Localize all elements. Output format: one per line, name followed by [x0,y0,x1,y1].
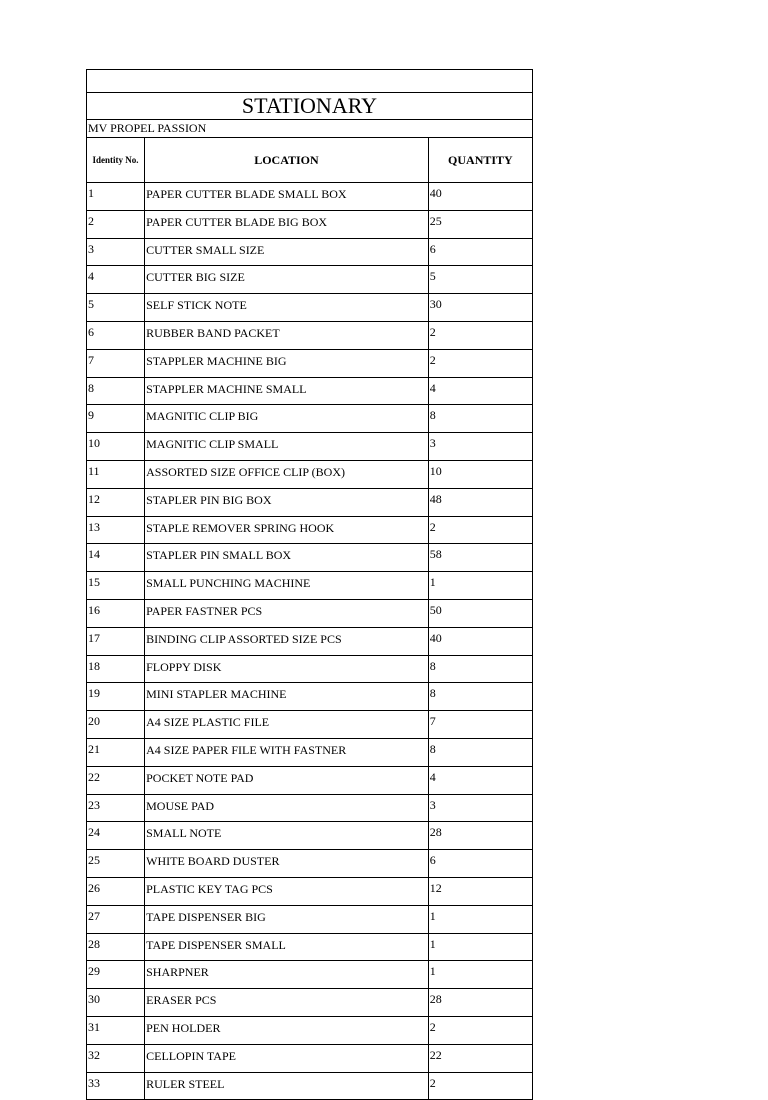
quantity-cell: 7 [428,711,532,739]
table-row [87,627,533,655]
quantity-cell: 58 [428,544,532,572]
identity-no-cell: 8 [87,377,145,405]
quantity-cell: 5 [428,266,532,294]
table-row [87,794,533,822]
quantity-cell: 2 [428,516,532,544]
quantity-cell: 28 [428,989,532,1017]
table-row [87,711,533,739]
table-row [87,822,533,850]
location-cell: POCKET NOTE PAD [145,766,429,794]
table-row [87,1044,533,1072]
location-cell: PLASTIC KEY TAG PCS [145,877,429,905]
quantity-cell: 10 [428,460,532,488]
location-cell: WHITE BOARD DUSTER [145,850,429,878]
table-row [87,321,533,349]
identity-no-cell: 6 [87,321,145,349]
quantity-cell: 2 [428,1072,532,1100]
table-row [87,599,533,627]
identity-no-cell: 18 [87,655,145,683]
location-cell: ASSORTED SIZE OFFICE CLIP (BOX) [145,460,429,488]
quantity-cell: 3 [428,794,532,822]
identity-no-cell: 21 [87,738,145,766]
table-row [87,516,533,544]
identity-no-cell: 3 [87,238,145,266]
table-row [87,377,533,405]
inventory-table-body [87,70,533,1100]
identity-no-cell: 5 [87,294,145,322]
identity-no-header: Identity No. [87,138,145,183]
table-row [87,238,533,266]
quantity-cell: 30 [428,294,532,322]
table-row [87,460,533,488]
location-cell: SMALL PUNCHING MACHINE [145,572,429,600]
table-row [87,738,533,766]
quantity-cell: 48 [428,488,532,516]
identity-no-cell: 7 [87,349,145,377]
table-row [87,210,533,238]
quantity-cell: 1 [428,961,532,989]
quantity-cell: 12 [428,877,532,905]
vessel-name: MV PROPEL PASSION [87,120,533,138]
identity-no-cell: 2 [87,210,145,238]
location-cell: STAPLER PIN SMALL BOX [145,544,429,572]
location-cell: STAPLER PIN BIG BOX [145,488,429,516]
table-row [87,349,533,377]
quantity-cell: 25 [428,210,532,238]
blank-cell [87,70,533,93]
table-row [87,544,533,572]
location-cell: SMALL NOTE [145,822,429,850]
vessel-row [87,120,533,138]
location-cell: ERASER PCS [145,989,429,1017]
quantity-cell: 8 [428,655,532,683]
location-cell: MINI STAPLER MACHINE [145,683,429,711]
identity-no-cell: 20 [87,711,145,739]
identity-no-cell: 11 [87,460,145,488]
location-cell: CELLOPIN TAPE [145,1044,429,1072]
quantity-cell: 8 [428,683,532,711]
identity-no-cell: 15 [87,572,145,600]
identity-no-cell: 24 [87,822,145,850]
quantity-cell: 22 [428,1044,532,1072]
quantity-cell: 4 [428,377,532,405]
quantity-header: QUANTITY [428,138,532,183]
quantity-cell: 8 [428,405,532,433]
identity-no-cell: 1 [87,183,145,211]
quantity-cell: 1 [428,933,532,961]
identity-no-cell: 17 [87,627,145,655]
identity-no-cell: 16 [87,599,145,627]
identity-no-cell: 33 [87,1072,145,1100]
title-row [87,93,533,120]
identity-no-cell: 10 [87,433,145,461]
location-cell: RUBBER BAND PACKET [145,321,429,349]
table-row [87,905,533,933]
location-cell: SHARPNER [145,961,429,989]
identity-no-cell: 12 [87,488,145,516]
quantity-cell: 50 [428,599,532,627]
location-cell: MAGNITIC CLIP BIG [145,405,429,433]
table-row [87,488,533,516]
table-row [87,1072,533,1100]
location-cell: TAPE DISPENSER BIG [145,905,429,933]
quantity-cell: 2 [428,1016,532,1044]
location-cell: STAPPLER MACHINE BIG [145,349,429,377]
table-row [87,266,533,294]
inventory-table [86,69,533,1100]
location-cell: STAPLE REMOVER SPRING HOOK [145,516,429,544]
identity-no-cell: 9 [87,405,145,433]
location-cell: TAPE DISPENSER SMALL [145,933,429,961]
quantity-cell: 40 [428,627,532,655]
location-cell: MAGNITIC CLIP SMALL [145,433,429,461]
location-cell: STAPPLER MACHINE SMALL [145,377,429,405]
identity-no-cell: 19 [87,683,145,711]
location-cell: CUTTER SMALL SIZE [145,238,429,266]
sheet-title: STATIONARY [87,93,533,120]
table-row [87,655,533,683]
identity-no-cell: 29 [87,961,145,989]
blank-row [87,70,533,93]
identity-no-cell: 26 [87,877,145,905]
table-row [87,405,533,433]
location-cell: MOUSE PAD [145,794,429,822]
table-row [87,766,533,794]
quantity-cell: 2 [428,349,532,377]
identity-no-cell: 30 [87,989,145,1017]
location-header: LOCATION [145,138,429,183]
location-cell: PAPER CUTTER BLADE SMALL BOX [145,183,429,211]
stationary-sheet [86,69,533,1100]
table-row [87,294,533,322]
identity-no-cell: 31 [87,1016,145,1044]
table-row [87,961,533,989]
quantity-cell: 6 [428,850,532,878]
identity-no-cell: 27 [87,905,145,933]
quantity-cell: 8 [428,738,532,766]
location-cell: A4 SIZE PAPER FILE WITH FASTNER [145,738,429,766]
location-cell: CUTTER BIG SIZE [145,266,429,294]
location-cell: FLOPPY DISK [145,655,429,683]
quantity-cell: 3 [428,433,532,461]
quantity-cell: 1 [428,905,532,933]
identity-no-cell: 14 [87,544,145,572]
identity-no-cell: 32 [87,1044,145,1072]
location-cell: PAPER CUTTER BLADE BIG BOX [145,210,429,238]
table-row [87,850,533,878]
table-row [87,933,533,961]
table-row [87,877,533,905]
location-cell: BINDING CLIP ASSORTED SIZE PCS [145,627,429,655]
location-cell: RULER STEEL [145,1072,429,1100]
quantity-cell: 6 [428,238,532,266]
quantity-cell: 1 [428,572,532,600]
location-cell: A4 SIZE PLASTIC FILE [145,711,429,739]
location-cell: PEN HOLDER [145,1016,429,1044]
quantity-cell: 28 [428,822,532,850]
table-row [87,433,533,461]
identity-no-cell: 22 [87,766,145,794]
identity-no-cell: 23 [87,794,145,822]
identity-no-cell: 13 [87,516,145,544]
identity-no-cell: 4 [87,266,145,294]
identity-no-cell: 28 [87,933,145,961]
quantity-cell: 40 [428,183,532,211]
table-row [87,683,533,711]
location-cell: SELF STICK NOTE [145,294,429,322]
table-row [87,989,533,1017]
identity-no-cell: 25 [87,850,145,878]
quantity-cell: 4 [428,766,532,794]
column-header-row [87,138,533,183]
table-row [87,572,533,600]
quantity-cell: 2 [428,321,532,349]
table-row [87,1016,533,1044]
table-row [87,183,533,211]
location-cell: PAPER FASTNER PCS [145,599,429,627]
